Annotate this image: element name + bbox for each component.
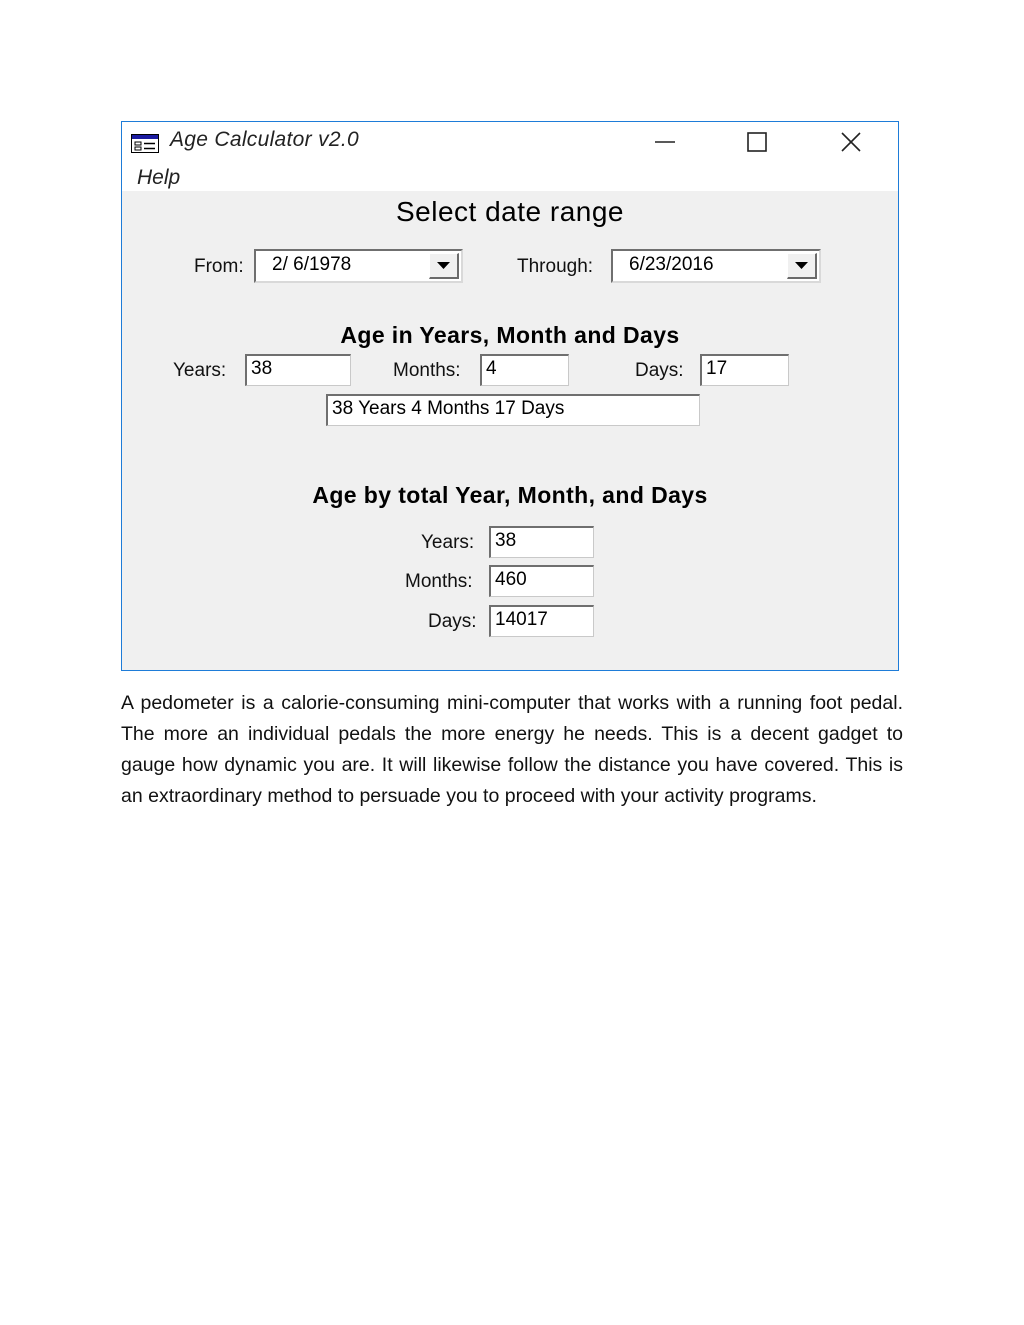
through-date-picker[interactable] [611, 249, 821, 283]
close-icon [839, 130, 863, 154]
chevron-down-icon [437, 262, 450, 270]
maximize-button[interactable] [734, 122, 780, 162]
menu-item-help[interactable]: Help [137, 166, 181, 189]
through-date-dropdown-button[interactable] [787, 253, 817, 279]
title-bar[interactable] [122, 122, 898, 162]
total-years-label: Years: [421, 532, 475, 553]
age-years-field[interactable]: 38 [245, 354, 351, 386]
from-date-dropdown-button[interactable] [429, 253, 459, 279]
close-button[interactable] [828, 122, 874, 162]
through-date-value: 6/23/2016 [629, 254, 714, 275]
total-months-field[interactable]: 460 [489, 565, 594, 597]
age-years-label: Years: [173, 360, 227, 381]
total-days-field[interactable]: 14017 [489, 605, 594, 637]
age-months-field[interactable]: 4 [480, 354, 569, 386]
from-date-value: 2/ 6/1978 [272, 254, 352, 275]
age-total-heading: Age by total Year, Month, and Days [312, 482, 708, 508]
chevron-down-icon [795, 262, 808, 270]
maximize-icon [745, 130, 769, 154]
window-title: Age Calculator v2.0 [170, 128, 359, 151]
minimize-icon [653, 130, 677, 154]
age-months-label: Months: [393, 360, 461, 381]
total-months-label: Months: [405, 571, 473, 592]
through-label: Through: [517, 256, 594, 277]
total-years-field[interactable]: 38 [489, 526, 594, 558]
age-days-label: Days: [635, 360, 684, 381]
age-days-field[interactable]: 17 [700, 354, 789, 386]
age-calculator-window [121, 121, 899, 671]
total-days-label: Days: [428, 611, 477, 632]
menu-bar [122, 162, 898, 191]
from-date-picker[interactable] [254, 249, 463, 283]
minimize-button[interactable] [642, 122, 688, 162]
app-window-icon [131, 134, 159, 153]
body-paragraph: A pedometer is a calorie-consuming mini-computer that works with a running foot pedal. The more an individual pedals the more energy he needs. This is a decent gadget to gauge how dynamic you are. It will likewise follow the distance you have covered. This is an extraordinary method to persuade you to proceed with your activity programs. [121, 692, 903, 807]
from-label: From: [194, 256, 244, 277]
age-summary-field[interactable]: 38 Years 4 Months 17 Days [326, 394, 700, 426]
age-ymd-heading: Age in Years, Month and Days [340, 322, 680, 348]
select-date-range-heading: Select date range [396, 196, 624, 227]
